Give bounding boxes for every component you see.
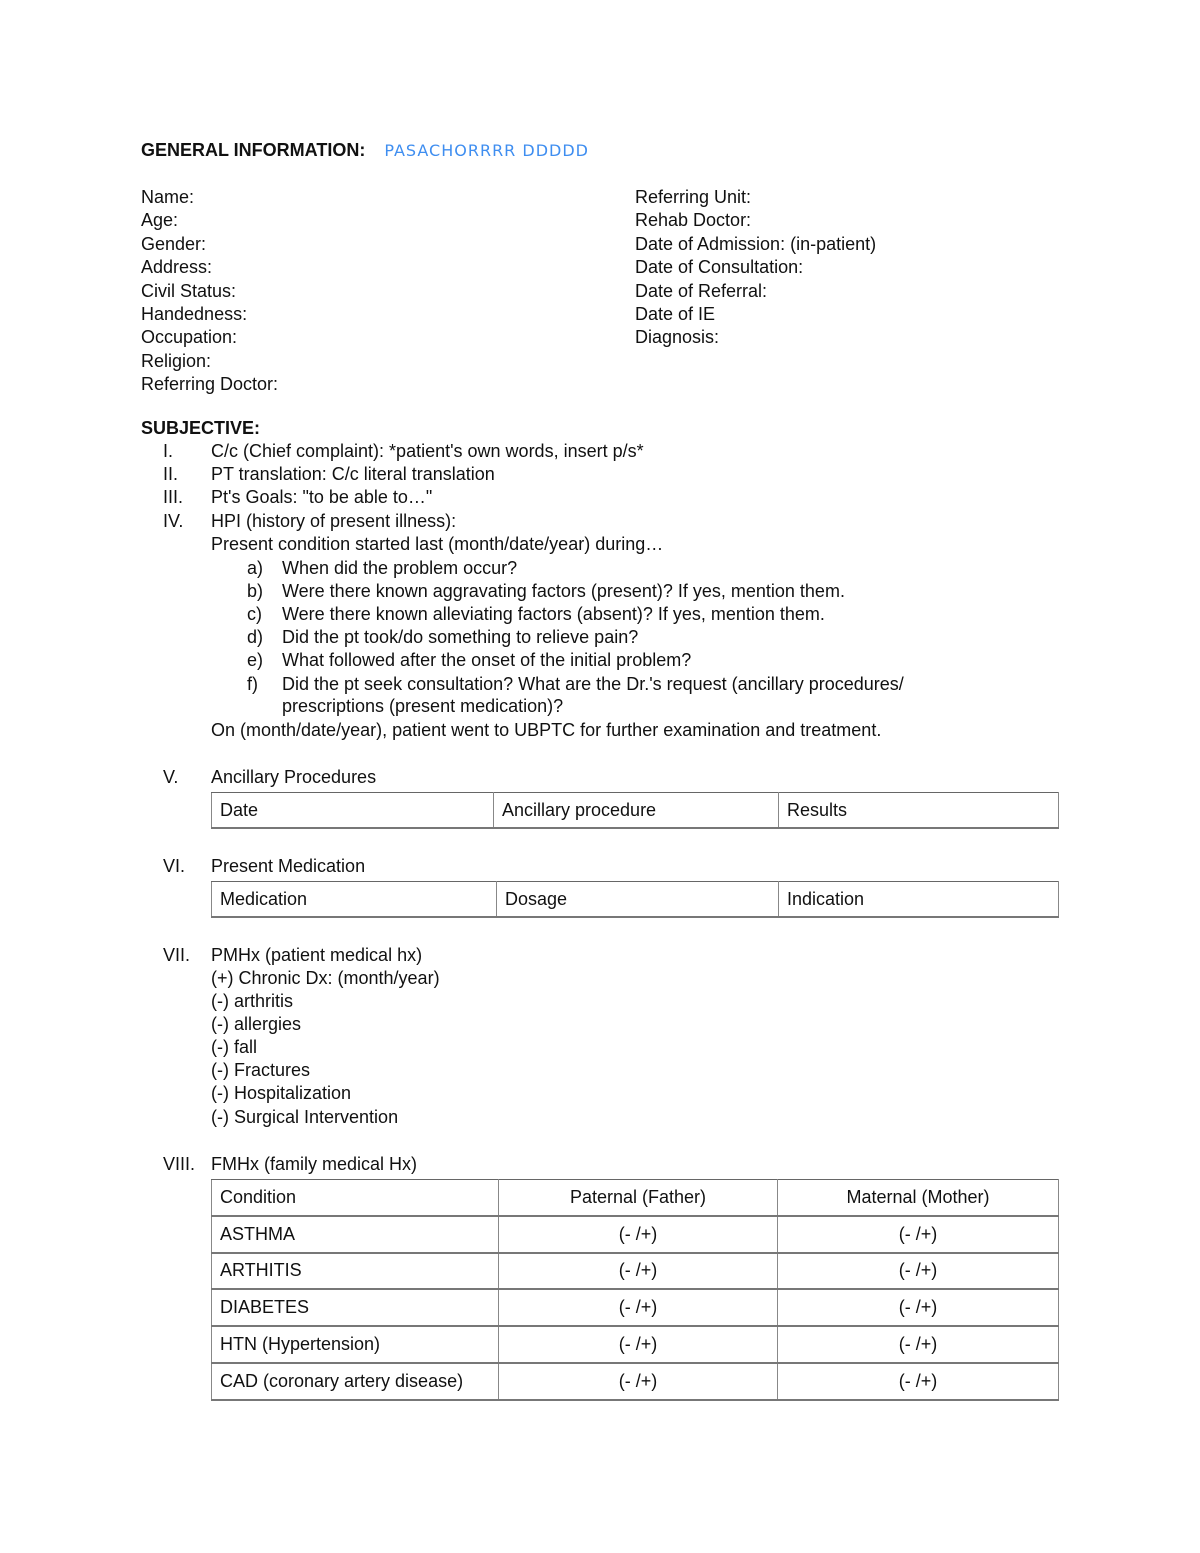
field-label: Gender: <box>141 233 207 254</box>
table-row <box>212 1253 1059 1290</box>
question-letter: c) <box>247 604 262 624</box>
table-header-cell: Paternal (Father) <box>499 1180 778 1216</box>
table-header-cell: Indication <box>779 882 1059 918</box>
field-label: Handedness: <box>141 304 248 325</box>
table-cell: (- /+) <box>499 1363 778 1400</box>
pmhx-line: (-) Fractures <box>211 1060 310 1080</box>
table-row <box>212 1216 1059 1253</box>
table-header-cell: Ancillary procedure <box>494 793 779 829</box>
hpi-intro: Present condition started last (month/date/year) during… <box>211 534 664 554</box>
table-cell: ASTHMA <box>212 1216 499 1253</box>
item-number: II. <box>163 464 179 484</box>
fmhx-table <box>211 1179 1059 1401</box>
general-info-right-fields <box>635 186 876 350</box>
question-letter: e) <box>247 650 264 670</box>
table-cell: (- /+) <box>499 1216 778 1253</box>
general-info-left-fields <box>141 186 278 397</box>
field-label: Referring Unit: <box>635 187 752 207</box>
table-header-cell: Results <box>779 793 1059 829</box>
table-row <box>212 882 1059 918</box>
item-number: VI. <box>163 856 186 876</box>
table-cell: (- /+) <box>499 1253 778 1290</box>
table-cell: (- /+) <box>778 1326 1059 1363</box>
question-letter: a) <box>247 558 264 578</box>
table-header-cell: Condition <box>212 1180 499 1216</box>
table-cell: (- /+) <box>499 1289 778 1326</box>
table-row <box>212 1326 1059 1363</box>
pmhx-line: (-) Surgical Intervention <box>211 1107 399 1127</box>
field-label: Diagnosis: <box>635 327 720 348</box>
item-number: VIII. <box>163 1154 196 1174</box>
table-cell: (- /+) <box>499 1326 778 1363</box>
hpi-closing: On (month/date/year), patient went to UBPTC for further examination and treatment. <box>211 720 882 740</box>
table-cell: (- /+) <box>778 1363 1059 1400</box>
table-cell: CAD (coronary artery disease) <box>212 1363 499 1400</box>
medication-title: Present Medication <box>211 856 366 876</box>
table-cell: HTN (Hypertension) <box>212 1326 499 1363</box>
general-info-title-row <box>141 140 589 161</box>
question-text: Did the pt seek consultation? What are the Dr.'s request (ancillary procedures/ <box>282 674 904 694</box>
item-text: HPI (history of present illness): <box>211 511 457 531</box>
item-number: III. <box>163 487 184 507</box>
item-number: VII. <box>163 945 191 965</box>
field-label: Religion: <box>141 350 212 371</box>
field-label: Date of Consultation: <box>635 257 804 278</box>
table-row <box>212 1289 1059 1326</box>
question-text-continued: prescriptions (present medication)? <box>282 696 564 716</box>
table-cell: DIABETES <box>212 1289 499 1326</box>
table-header-cell: Maternal (Mother) <box>778 1180 1059 1216</box>
table-cell: ARTHITIS <box>212 1253 499 1290</box>
question-letter: b) <box>247 581 264 601</box>
subjective-heading: SUBJECTIVE: <box>141 418 261 438</box>
table-cell: (- /+) <box>778 1216 1059 1253</box>
pmhx-line: (+) Chronic Dx: (month/year) <box>211 968 440 988</box>
fmhx-title: FMHx (family medical Hx) <box>211 1154 418 1174</box>
item-text: C/c (Chief complaint): *patient's own words, insert p/s* <box>211 441 644 461</box>
table-header-cell: Medication <box>212 882 497 918</box>
ancillary-table <box>211 792 1059 829</box>
question-letter: f) <box>247 674 258 694</box>
field-label: Address: <box>141 257 213 278</box>
item-number: IV. <box>163 511 184 531</box>
table-row <box>212 1180 1059 1216</box>
handwritten-note: PASACHORRRR DDDDD <box>384 141 589 160</box>
item-number: I. <box>163 441 174 461</box>
field-label: Occupation: <box>141 327 238 348</box>
question-text: Did the pt took/do something to relieve pain? <box>282 627 639 647</box>
pmhx-title: PMHx (patient medical hx) <box>211 945 423 965</box>
field-label: Date of IE <box>635 304 716 325</box>
pmhx-line: (-) allergies <box>211 1014 302 1034</box>
table-header-cell: Date <box>212 793 494 829</box>
field-label: Name: <box>141 187 195 207</box>
question-letter: d) <box>247 627 264 647</box>
field-label: Civil Status: <box>141 280 237 301</box>
table-row <box>212 793 1059 829</box>
question-text: Were there known aggravating factors (present)? If yes, mention them. <box>282 581 845 601</box>
question-text: When did the problem occur? <box>282 558 518 578</box>
field-label: Referring Doctor: <box>141 374 279 395</box>
question-text: What followed after the onset of the initial problem? <box>282 650 692 670</box>
pmhx-line: (-) fall <box>211 1037 257 1057</box>
pmhx-line: (-) arthritis <box>211 991 293 1011</box>
table-cell: (- /+) <box>778 1253 1059 1290</box>
field-label: Age: <box>141 210 179 231</box>
pmhx-line: (-) Hospitalization <box>211 1083 352 1103</box>
item-number: V. <box>163 767 179 787</box>
table-row <box>212 1363 1059 1400</box>
table-header-cell: Dosage <box>497 882 779 918</box>
general-info-heading: GENERAL INFORMATION: <box>141 140 366 160</box>
medication-table <box>211 881 1059 918</box>
table-cell: (- /+) <box>778 1289 1059 1326</box>
item-text: Pt's Goals: "to be able to…" <box>211 487 433 507</box>
field-label: Rehab Doctor: <box>635 210 752 231</box>
item-text: PT translation: C/c literal translation <box>211 464 495 484</box>
field-label: Date of Admission: (in-patient) <box>635 233 877 254</box>
ancillary-title: Ancillary Procedures <box>211 767 377 787</box>
field-label: Date of Referral: <box>635 280 768 301</box>
question-text: Were there known alleviating factors (absent)? If yes, mention them. <box>282 604 825 624</box>
